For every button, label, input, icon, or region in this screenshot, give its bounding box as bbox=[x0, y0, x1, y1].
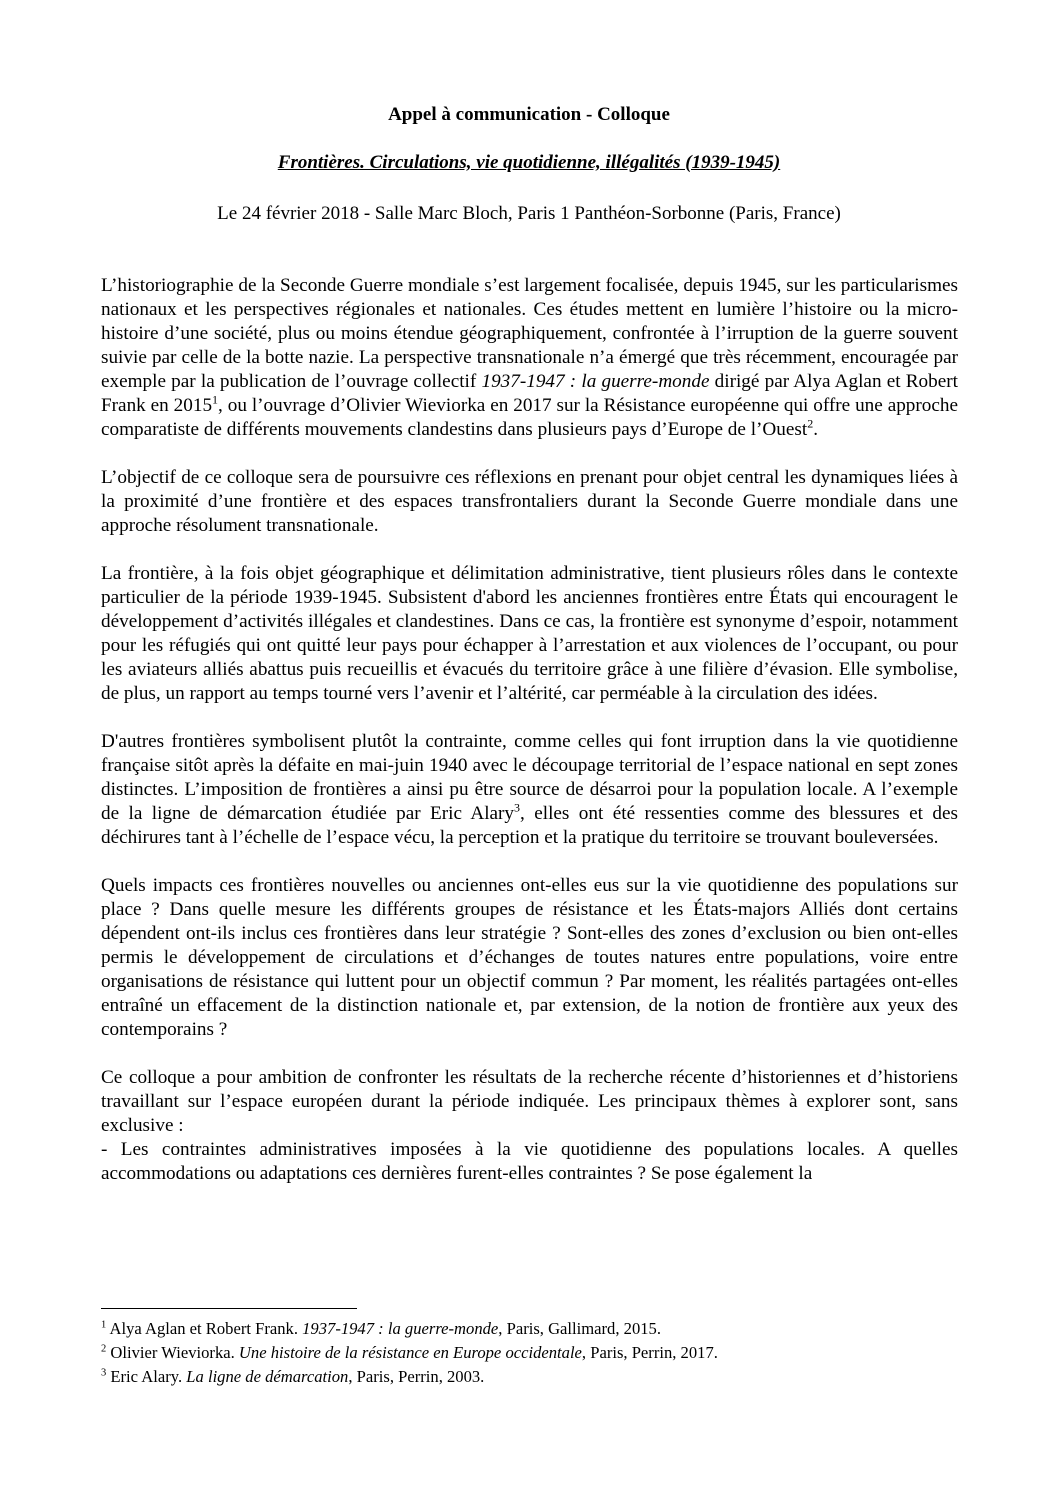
paragraph-1-text-c: dirigé par Alya Aglan et Robert Frank en 2015 bbox=[101, 371, 958, 416]
footnote-publication: , Paris, Perrin, 2017. bbox=[581, 1343, 718, 1362]
footnote-ref-1[interactable]: 1 bbox=[212, 392, 219, 407]
footnote-number: 1 bbox=[101, 1319, 107, 1331]
paragraph-3: La frontière, à la fois objet géographique et délimitation administrative, tient plusieurs rôles dans le contexte particulier de la période 1939-1945. Subsistent d'abord les anciennes frontières entre États qui encouragent le développement d’activités illégales et clandestines. Dans ce cas, la frontière est synonyme d’espoir, notamment pour les réfugiés qui ont quitté leur pays pour échapper à l’arrestation et aux violences de l’occupant, ou pour les aviateurs alliés abattus puis recueillis et évacués du territoire grâce à une filière d’évasion. Elle symbolise, de plus, un rapport au temps tourné vers l’avenir et l’altérité, car perméable à la circulation des idées. bbox=[101, 563, 958, 704]
footnote-1 bbox=[101, 1318, 958, 1340]
footnote-ref-3[interactable]: 3 bbox=[514, 800, 521, 815]
subtitle-text: Frontières. Circulations, vie quotidienne, illégalités (1939-1945) bbox=[277, 152, 781, 173]
paragraph-6: Ce colloque a pour ambition de confronter les résultats de la recherche récente d’historiennes et d’historiens travaillant sur l’espace européen durant la période indiquée. Les principaux thèmes à explorer sont, sans exclusive : bbox=[101, 1067, 958, 1136]
paragraph-1-book-title: 1937-1947 : la guerre-monde bbox=[481, 371, 710, 392]
paragraph-4 bbox=[101, 730, 958, 850]
event-date-place: Le 24 février 2018 - Salle Marc Bloch, Paris 1 Panthéon-Sorbonne (Paris, France) bbox=[217, 203, 841, 224]
footnote-book-title: La ligne de démarcation bbox=[186, 1367, 349, 1386]
footnote-2 bbox=[101, 1342, 958, 1364]
document-subtitle bbox=[100, 151, 958, 175]
paragraph-4-text-b: , elles ont été ressenties comme des blessures et des déchirures tant à l’échelle de l’espace vécu, la perception et la pratique du territoire se trouvant bouleversées. bbox=[101, 803, 958, 848]
footnote-publication: , Paris, Perrin, 2003. bbox=[348, 1367, 485, 1386]
footnote-number: 2 bbox=[101, 1343, 107, 1355]
footnote-author: Olivier Wieviorka. bbox=[106, 1343, 239, 1362]
document-body bbox=[101, 274, 958, 1186]
paragraph-1-text-d: , ou l’ouvrage d’Olivier Wieviorka en 2017 sur la Résistance européenne qui offre une approche comparatiste de différents mouvements clandestins dans plusieurs pays d’Europe de l’Ouest bbox=[101, 395, 959, 440]
paragraph-4-text-a: D'autres frontières symbolisent plutôt la contrainte, comme celles qui font irruption dans la vie quotidienne française sitôt après la défaite en mai-juin 1940 avec le découpage territorial de l’espace national en sept zones distinctes. L’imposition de frontières a ainsi pu être source de désarroi pour la population locale. A l’exemple de la ligne de démarcation étudiée par Eric Alary bbox=[101, 731, 958, 824]
paragraph-5: Quels impacts ces frontières nouvelles ou anciennes ont-elles eus sur la vie quotidienne des populations sur place ? Dans quelle mesure les différents groupes de résistance et les États-majors Alliés dont certains dépendent ont-ils inclus ces frontières dans leur stratégie ? Sont-elles des zones d’exclusion ou bien ont-elles permis le développement de circulations et d’échanges de toutes natures entre populations, voire entre organisations de résistance qui luttent pour un objectif commun ? Par moment, les réalités partagées ont-elles entraîné un effacement de la distinction nationale et, par extension, de la notion de frontière aux yeux des contemporains ? bbox=[101, 875, 958, 1040]
footnote-ref-2[interactable]: 2 bbox=[807, 416, 814, 431]
footnote-separator bbox=[101, 1308, 357, 1309]
footnote-book-title: Une histoire de la résistance en Europe occidentale bbox=[238, 1343, 582, 1362]
footnote-author: Eric Alary. bbox=[106, 1367, 187, 1386]
footnote-author: Alya Aglan et Robert Frank. bbox=[106, 1319, 303, 1338]
paragraph-7: - Les contraintes administratives imposées à la vie quotidienne des populations locales. A quelles accommodations ou adaptations ces dernières furent-elles contraintes ? Se pose également la bbox=[101, 1139, 958, 1184]
paragraph-2: L’objectif de ce colloque sera de poursuivre ces réflexions en prenant pour objet central les dynamiques liées à la proximité d’une frontière et des espaces transfrontaliers durant la Seconde Guerre mondiale dans une approche résolument transnationale. bbox=[101, 467, 958, 536]
footnote-book-title: 1937-1947 : la guerre-monde bbox=[302, 1319, 499, 1338]
document-title: Appel à communication - Colloque bbox=[388, 104, 670, 125]
paragraph-1 bbox=[101, 274, 958, 442]
footnotes bbox=[101, 1318, 958, 1390]
paragraph-1-text-a: L’historiographie de la Seconde Guerre mondiale s’est largement focalisée, depuis 1945, sur les particularismes nationaux et les perspectives régionales et nationales. Ces études mettent en lumière l’histoire ou la micro-histoire d’une société, plus ou moins étendue géographiquement, confrontée à l’irruption de la guerre souvent suivie par celle de la botte nazie. La perspective transnationale n’a émergé que très récemment, encouragée par exemple par la publication de l’ouvrage collectif bbox=[101, 275, 958, 392]
footnote-3 bbox=[101, 1366, 958, 1388]
footnote-publication: , Paris, Gallimard, 2015. bbox=[498, 1319, 661, 1338]
footnote-number: 3 bbox=[101, 1367, 107, 1379]
paragraph-1-text-e: . bbox=[813, 419, 818, 440]
